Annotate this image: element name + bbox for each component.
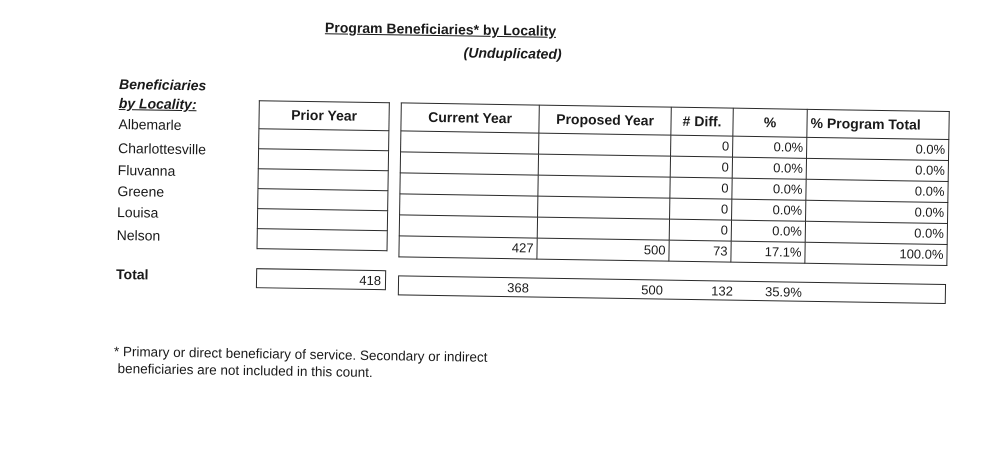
row-header-line1: Beneficiaries (118, 76, 207, 94)
prior-year-table (257, 100, 390, 251)
table-row (258, 169, 388, 191)
total-proposed-value: 500 (641, 282, 664, 298)
prior-year-cell (258, 169, 388, 191)
pct-cell: 0.0% (731, 220, 805, 242)
prior-year-cell (258, 149, 388, 171)
current-year-cell (401, 131, 539, 154)
table-row (258, 149, 388, 171)
diff-cell: 0 (670, 177, 732, 199)
current-year-cell (400, 173, 538, 196)
table-row (259, 129, 389, 151)
diff-cell: 73 (669, 240, 731, 262)
pct-cell: 0.0% (732, 178, 806, 200)
column-header-pct-program-total: % Program Total (807, 109, 949, 139)
proposed-year-cell (537, 217, 669, 240)
table-row (257, 229, 387, 251)
total-current-box (398, 275, 946, 304)
diff-cell: 0 (671, 135, 733, 157)
current-year-cell: 427 (399, 236, 537, 259)
column-header-diff: # Diff. (671, 107, 733, 136)
table-row (257, 209, 387, 231)
locality-label: Charlottesville (117, 139, 207, 158)
report-title: Program Beneficiaries* by Locality (324, 19, 557, 39)
column-header-pct: % (733, 108, 807, 137)
report-subtitle: (Unduplicated) (463, 44, 562, 62)
current-year-cell (400, 194, 538, 217)
locality-label: Fluvanna (117, 161, 176, 179)
column-header-prior-year: Prior Year (259, 101, 389, 131)
diff-cell: 0 (669, 219, 731, 241)
footnote-line2: beneficiaries are not included in this count. (117, 361, 373, 381)
diff-cell: 0 (670, 156, 732, 178)
locality-label: Louisa (116, 203, 159, 221)
total-current-value: 368 (507, 280, 530, 296)
beneficiaries-table (398, 102, 949, 266)
total-diff-value: 132 (711, 283, 734, 299)
pct-cell: 0.0% (732, 199, 806, 221)
prior-year-cell (258, 189, 388, 211)
pct-program-total-cell: 0.0% (807, 137, 949, 160)
proposed-year-cell (538, 154, 670, 177)
pct-cell: 0.0% (733, 136, 807, 158)
locality-label: Albemarle (118, 115, 182, 133)
total-label: Total (115, 265, 149, 283)
pct-program-total-cell: 0.0% (806, 158, 948, 181)
prior-year-cell (257, 209, 387, 231)
prior-year-cell (259, 129, 389, 151)
column-header-proposed-year: Proposed Year (539, 105, 671, 135)
footnote-line1: * Primary or direct beneficiary of service. Secondary or indirect (113, 343, 488, 365)
column-header-current-year: Current Year (401, 103, 539, 133)
proposed-year-cell: 500 (537, 238, 669, 261)
prior-year-cell (257, 229, 387, 251)
proposed-year-cell (538, 175, 670, 198)
diff-cell: 0 (670, 198, 732, 220)
locality-label: Greene (117, 182, 165, 200)
proposed-year-cell (539, 133, 671, 156)
pct-cell: 17.1% (731, 241, 805, 263)
total-prior-value: 418 (359, 272, 382, 289)
pct-program-total-cell: 0.0% (805, 221, 947, 244)
proposed-year-cell (538, 196, 670, 219)
total-pct-value: 35.9% (764, 284, 803, 300)
pct-program-total-cell: 100.0% (805, 242, 947, 265)
table-row (258, 189, 388, 211)
pct-program-total-cell: 0.0% (806, 200, 948, 223)
pct-cell: 0.0% (732, 157, 806, 179)
pct-program-total-cell: 0.0% (806, 179, 948, 202)
total-prior-box (256, 268, 386, 290)
locality-label: Nelson (116, 226, 161, 244)
current-year-cell (400, 152, 538, 175)
current-year-cell (399, 215, 537, 238)
row-header-line2: by Locality: (118, 94, 197, 113)
